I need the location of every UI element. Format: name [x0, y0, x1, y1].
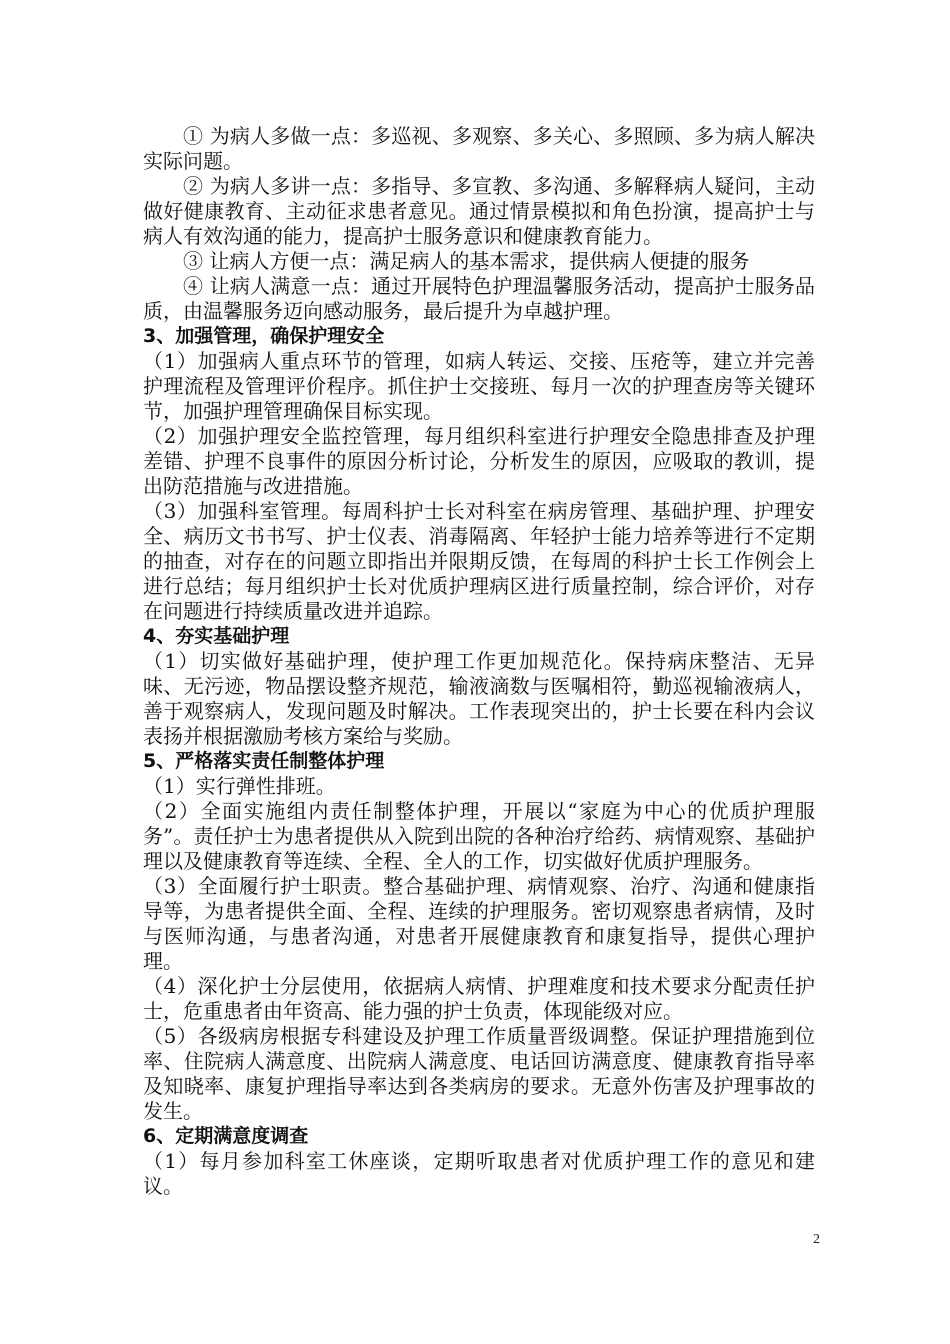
paragraph-satisfaction: ④ 让病人满意一点：通过开展特色护理温馨服务活动，提高护士服务品质，由温馨服务迈向感动服务，最后提升为卓越护理。: [143, 274, 815, 323]
heading-section-3: 3、加强管理，确保护理安全: [143, 325, 385, 347]
paragraph-talk-more: ② 为病人多讲一点：多指导、多宣教、多沟通、多解释病人疑问，主动做好健康教育、主动征求患者意见。通过情景模拟和角色扮演，提高护士与病人有效沟通的能力，提高护士服务意识和健康教育能力。: [143, 174, 815, 248]
paragraph-5-4: （4）深化护士分层使用，依据病人病情、护理难度和技术要求分配责任护士，危重患者由年资高、能力强的护士负责，体现能级对应。: [143, 974, 815, 1023]
paragraph-5-5: （5）各级病房根据专科建设及护理工作质量晋级调整。保证护理措施到位率、住院病人满意度、出院病人满意度、电话回访满意度、健康教育指导率及知晓率、康复护理指导率达到各类病房的要求。无意外伤害及护理事故的发生。: [143, 1024, 815, 1123]
heading-section-6: 6、定期满意度调查: [143, 1125, 309, 1147]
paragraph-convenience: ③ 让病人方便一点：满足病人的基本需求，提供病人便捷的服务: [183, 249, 750, 273]
paragraph-4-1: （1）切实做好基础护理，使护理工作更加规范化。保持病床整洁、无异味、无污迹，物品摆设整齐规范，输液滴数与医嘱相符，勤巡视输液病人，善于观察病人，发现问题及时解决。工作表现突出的，护士长要在科内会议表扬并根据激励考核方案给与奖励。: [143, 649, 815, 748]
paragraph-3-2: （2）加强护理安全监控管理，每月组织科室进行护理安全隐患排查及护理差错、护理不良事件的原因分析讨论，分析发生的原因，应吸取的教训，提出防范措施与改进措施。: [143, 424, 815, 498]
heading-section-5: 5、严格落实责任制整体护理: [143, 750, 385, 772]
paragraph-6-1: （1）每月参加科室工休座谈，定期听取患者对优质护理工作的意见和建议。: [143, 1149, 815, 1198]
paragraph-5-2: （2）全面实施组内责任制整体护理，开展以“家庭为中心的优质护理服务”。责任护士为患者提供从入院到出院的各种治疗给药、病情观察、基础护理以及健康教育等连续、全程、全人的工作，切实做好优质护理服务。: [143, 799, 815, 873]
heading-section-4: 4、夯实基础护理: [143, 625, 290, 647]
document-body: [143, 124, 815, 1199]
paragraph-5-1: （1）实行弹性排班。: [143, 774, 336, 798]
paragraph-3-3: （3）加强科室管理。每周科护士长对科室在病房管理、基础护理、护理安全、病历文书书写、护士仪表、消毒隔离、年轻护士能力培养等进行不定期的抽查，对存在的问题立即指出并限期反馈，在每周的科护士长工作例会上进行总结；每月组织护士长对优质护理病区进行质量控制，综合评价，对存在问题进行持续质量改进并追踪。: [143, 499, 815, 623]
paragraph-5-3: （3）全面履行护士职责。整合基础护理、病情观察、治疗、沟通和健康指导等，为患者提供全面、全程、连续的护理服务。密切观察患者病情，及时与医师沟通，与患者沟通，对患者开展健康教育和康复指导，提供心理护理。: [143, 874, 815, 973]
page-number: 2: [813, 1232, 820, 1247]
paragraph-3-1: （1）加强病人重点环节的管理，如病人转运、交接、压疮等，建立并完善护理流程及管理评价程序。抓住护士交接班、每月一次的护理查房等关键环节，加强护理管理确保目标实现。: [143, 349, 815, 423]
paragraph-do-more: ① 为病人多做一点：多巡视、多观察、多关心、多照顾、多为病人解决实际问题。: [143, 124, 815, 173]
